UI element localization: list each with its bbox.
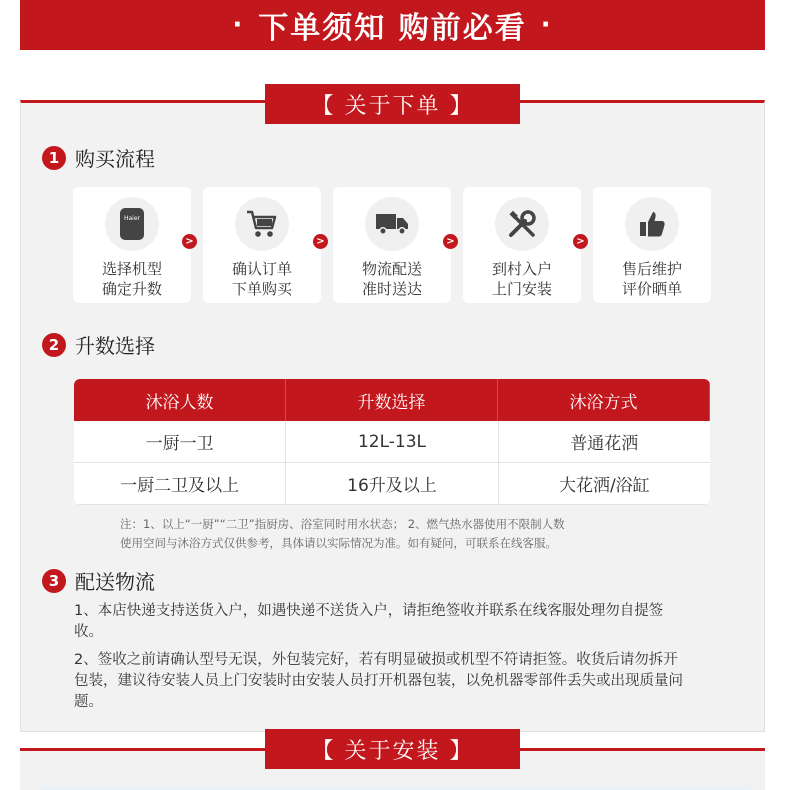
flow-step-line1: 选择机型 (101, 260, 162, 278)
flow-step-line1: 到村入户 (491, 260, 552, 278)
step-number-badge: 1 (42, 146, 66, 170)
flow-step-line2: 确定升数 (101, 280, 162, 298)
water-heater-icon (105, 197, 159, 251)
table-row (74, 421, 710, 463)
shopping-cart-icon (235, 197, 289, 251)
chevron-right-icon: > (182, 234, 197, 249)
chevron-right-icon: > (573, 234, 588, 249)
section-tab-order (265, 84, 520, 124)
flow-step-after-sales (593, 187, 711, 303)
delivery-title: 配送物流 (75, 570, 155, 594)
capacity-table (74, 379, 710, 505)
table-header-row (74, 379, 710, 421)
flow-step-delivery (333, 187, 451, 303)
capacity-heading (42, 330, 155, 359)
section-tab-order-label: 【 关于下单 】 (311, 93, 474, 119)
flow-step-select-model (73, 187, 191, 303)
delivery-heading (42, 566, 155, 595)
table-header-cell: 升数选择 (286, 379, 498, 421)
tools-icon (495, 197, 549, 251)
step-number-badge: 2 (42, 333, 66, 357)
flow-step-line2: 下单购买 (231, 280, 292, 298)
capacity-title: 升数选择 (75, 334, 155, 358)
capacity-note-line2: 使用空间与沐浴方式仅供参考，具体请以实际情况为准。如有疑问，可联系在线客服。 (120, 536, 557, 550)
table-cell: 一厨二卫及以上 (74, 463, 286, 505)
table-header-cell: 沐浴方式 (498, 379, 710, 421)
flow-step-line1: 物流配送 (361, 260, 422, 278)
flow-step-installation (463, 187, 581, 303)
flow-step-confirm-order (203, 187, 321, 303)
table-cell: 普通花洒 (499, 421, 710, 463)
flow-step-line2: 上门安装 (491, 280, 552, 298)
thumbs-up-icon (625, 197, 679, 251)
section-tab-install (265, 729, 520, 769)
section-tab-install-label: 【 关于安装 】 (311, 738, 474, 764)
purchase-flow-title: 购买流程 (75, 147, 155, 171)
table-cell: 12L-13L (286, 421, 498, 463)
delivery-item-1: 1、本店快递支持送货入户，如遇快递不送货入户，请拒绝签收并联系在线客服处理勿自提签收。 (74, 603, 664, 640)
chevron-right-icon: > (443, 234, 458, 249)
svg-text:Haier: Haier (123, 215, 141, 222)
banner-dot-left: · (232, 10, 245, 40)
install-panel-edge (40, 786, 750, 790)
table-header-cell: 沐浴人数 (74, 379, 286, 421)
table-row (74, 463, 710, 505)
banner-dot-right: · (540, 10, 553, 40)
capacity-note-line1: 注：1、以上“一厨”“二卫”指厨房、浴室同时用水状态； 2、燃气热水器使用不限制人数 (120, 517, 565, 531)
flow-step-line2: 评价晒单 (621, 280, 682, 298)
delivery-item-2: 2、签收之前请确认型号无误，外包装完好，若有明显破损或机型不符请拒签。收货后请勿拆开包装，建议待安装人员上门安装时由安装人员打开机器包装，以免机器零部件丢失或出现质量问题。 (74, 652, 683, 710)
flow-step-line1: 售后维护 (621, 260, 682, 278)
chevron-right-icon: > (313, 234, 328, 249)
purchase-flow-heading (42, 143, 155, 172)
table-cell: 一厨一卫 (74, 421, 286, 463)
top-banner (20, 0, 765, 50)
step-number-badge: 3 (42, 569, 66, 593)
banner-title: 下单须知 购前必看 (258, 11, 527, 46)
flow-step-line2: 准时送达 (361, 280, 422, 298)
table-cell: 大花洒/浴缸 (499, 463, 710, 505)
flow-step-line1: 确认订单 (231, 260, 292, 278)
table-cell: 16升及以上 (286, 463, 498, 505)
truck-icon (365, 197, 419, 251)
capacity-note (120, 515, 680, 553)
